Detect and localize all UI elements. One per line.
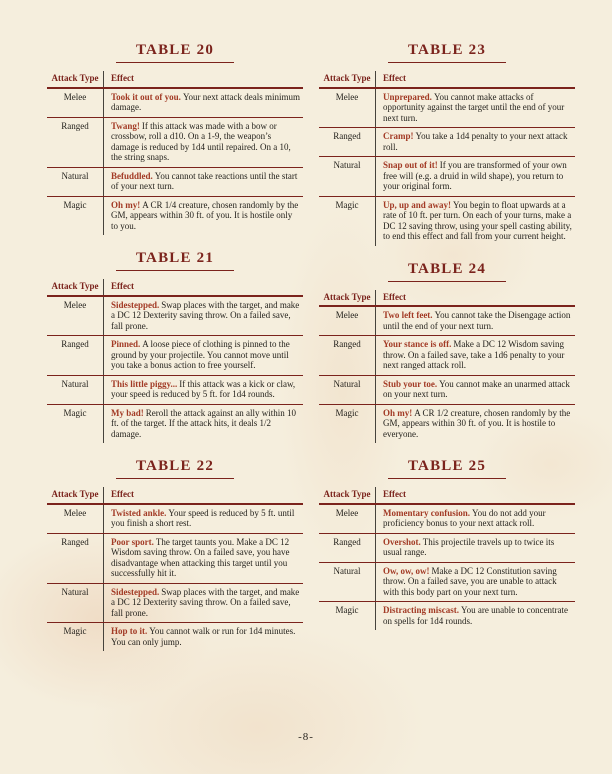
effect-text: Your next attack deals minimum damage.	[111, 91, 301, 112]
title-underline	[116, 478, 234, 479]
table-title: TABLE 23	[407, 42, 487, 58]
left-column	[47, 42, 303, 651]
effect-text: If this attack was a kick or claw, your speed is reduced by 5 ft. for 1d4 rounds.	[111, 378, 296, 399]
effect-text: The target taunts you. Make a DC 12 Wisdom saving throw. On a failed save, you have disadvantage when attacking this target until you successfully hit it.	[111, 536, 290, 578]
effect-cell	[375, 89, 575, 128]
title-underline	[388, 281, 506, 282]
effect-text: Make a DC 12 Wisdom saving throw. On a failed save, take a 1d6 penalty to your next ranged attack roll.	[383, 339, 565, 370]
table-22	[47, 458, 303, 651]
header-attack-type: Attack Type	[51, 489, 99, 499]
effect-text: You begin to float upwards at a rate of 10 ft. per turn. On each of your turns, make a DC 12 saving throw, using your spell casting ability, to end this effect and fall from your current height.	[383, 199, 572, 241]
effect-lead: Your stance is off.	[383, 339, 452, 349]
table-row	[319, 336, 575, 376]
table-row	[47, 89, 303, 118]
header-effect: Effect	[103, 487, 303, 503]
table-title: TABLE 24	[407, 260, 487, 277]
effect-lead: Pinned.	[111, 339, 141, 349]
effect-cell	[103, 584, 303, 623]
attack-type-cell: Magic	[335, 407, 359, 418]
effect-cell	[375, 336, 575, 375]
effect-lead: Poor sport.	[111, 536, 154, 547]
table-row	[47, 534, 303, 584]
table-title: TABLE 20	[135, 42, 215, 58]
table-row	[47, 118, 303, 168]
attack-type-cell: Magic	[335, 199, 359, 210]
effect-cell	[103, 623, 303, 651]
effect-cell	[103, 405, 303, 444]
table-row	[319, 197, 575, 246]
effect-lead: Took it out of you.	[111, 91, 181, 102]
table-row	[47, 505, 303, 534]
attack-type-cell: Ranged	[61, 339, 89, 349]
effect-lead: Sidestepped.	[111, 299, 160, 310]
table-row	[47, 297, 303, 337]
effect-text: A CR 1/4 creature, chosen randomly by the GM, appears within 30 ft. of you. It is hostile only to you.	[111, 199, 299, 231]
effect-cell	[375, 602, 575, 630]
table-row	[319, 157, 575, 197]
header-effect: Effect	[375, 290, 575, 306]
effect-cell	[103, 505, 303, 533]
effect-lead: Oh my!	[111, 199, 141, 210]
effect-text: Reroll the attack against an ally within 10 ft. of the target. If the attack hits, it deals 1/2 damage.	[111, 407, 296, 439]
header-attack-type: Attack Type	[51, 73, 99, 83]
title-underline	[116, 270, 234, 271]
table-row	[47, 197, 303, 236]
effect-cell	[375, 128, 575, 156]
effect-text: You cannot take reactions until the start of your next turn.	[111, 170, 298, 191]
header-effect: Effect	[375, 487, 575, 503]
effect-text: Swap places with the target, and make a DC 12 Dexterity saving throw. On a failed save, fall prone.	[111, 299, 300, 331]
effect-text: If you are transformed of your own free will (e.g. a druid in wild shape), you return to your original form.	[383, 160, 567, 191]
page-number: -8-	[298, 731, 314, 743]
effect-cell	[103, 168, 303, 196]
attack-type-cell: Ranged	[61, 536, 89, 547]
effect-text: Make a DC 12 Constitution saving throw. On a failed save, you are unable to attack with this body part on your next turn.	[383, 565, 557, 597]
effect-lead: This little piggy...	[111, 378, 178, 389]
table-header	[47, 279, 303, 297]
table-header	[47, 487, 303, 505]
attack-type-cell: Natural	[61, 586, 89, 597]
table-23	[319, 42, 575, 246]
attack-type-cell: Natural	[61, 170, 89, 181]
effect-lead: Hop to it.	[111, 626, 148, 636]
header-effect: Effect	[103, 71, 303, 87]
effect-lead: Stub your toe.	[383, 378, 438, 389]
effect-text: This projectile travels up to twice its usual range.	[383, 536, 555, 557]
attack-type-cell: Natural	[61, 378, 89, 389]
effect-lead: Twisted ankle.	[111, 507, 167, 518]
table-row	[319, 405, 575, 444]
effect-text: You cannot make an unarmed attack on your next turn.	[383, 378, 570, 399]
effect-cell	[375, 157, 575, 196]
table-row	[319, 505, 575, 534]
header-attack-type: Attack Type	[323, 291, 371, 302]
table-row	[47, 405, 303, 444]
table-row	[319, 128, 575, 157]
table-row	[47, 376, 303, 405]
table-row	[47, 623, 303, 651]
table-row	[319, 89, 575, 129]
header-effect: Effect	[103, 279, 303, 295]
effect-lead: Snap out of it!	[383, 160, 438, 170]
effect-lead: My bad!	[111, 407, 144, 418]
effect-lead: Ow, ow, ow!	[383, 565, 430, 576]
effect-text: You cannot make attacks of opportunity against the target until the end of your next turn.	[383, 91, 565, 123]
title-underline	[116, 62, 234, 63]
table-row	[319, 563, 575, 603]
effect-text: Your speed is reduced by 5 ft. until you finish a short rest.	[111, 507, 295, 528]
table-header	[319, 487, 575, 505]
table-21	[47, 250, 303, 443]
effect-text: You take a 1d4 penalty to your next attack roll.	[383, 131, 568, 152]
table-24	[319, 261, 575, 444]
table-20	[47, 42, 303, 235]
effect-cell	[375, 376, 575, 404]
table-title: TABLE 21	[135, 250, 215, 266]
attack-type-cell: Melee	[335, 91, 359, 102]
attack-type-cell: Magic	[63, 407, 87, 418]
right-column	[319, 42, 575, 630]
effect-cell	[103, 118, 303, 167]
effect-lead: Unprepared.	[383, 91, 432, 102]
table-25	[319, 458, 575, 630]
header-attack-type: Attack Type	[323, 489, 371, 499]
effect-text: You do not add your proficiency bonus to your next attack roll.	[383, 507, 546, 528]
attack-type-cell: Magic	[63, 626, 87, 636]
effect-cell	[103, 197, 303, 236]
table-row	[319, 602, 575, 630]
effect-text: You cannot take the Disengage action until the end of your next turn.	[383, 310, 571, 331]
effect-text: Swap places with the target, and make a DC 12 Dexterity saving throw. On a failed save, fall prone.	[111, 586, 300, 618]
effect-text: You cannot walk or run for 1d4 minutes. You can only jump.	[111, 626, 296, 647]
effect-cell	[375, 197, 575, 246]
attack-type-cell: Natural	[333, 565, 361, 576]
table-title: TABLE 22	[135, 458, 215, 474]
table-header	[47, 71, 303, 89]
header-effect: Effect	[375, 71, 575, 87]
table-title: TABLE 25	[407, 458, 487, 474]
effect-cell	[375, 534, 575, 562]
effect-lead: Up, up and away!	[383, 199, 452, 210]
attack-type-cell: Ranged	[333, 339, 361, 349]
attack-type-cell: Ranged	[333, 131, 361, 141]
table-row	[47, 336, 303, 376]
attack-type-cell: Melee	[335, 507, 359, 518]
table-row	[319, 534, 575, 563]
effect-lead: Befuddled.	[111, 170, 153, 181]
effect-cell	[103, 336, 303, 375]
table-row	[47, 168, 303, 197]
effect-lead: Sidestepped.	[111, 586, 160, 597]
attack-type-cell: Melee	[63, 299, 87, 310]
effect-lead: Two left feet.	[383, 310, 433, 320]
effect-cell	[375, 563, 575, 602]
table-row	[319, 376, 575, 405]
attack-type-cell: Ranged	[61, 120, 89, 131]
attack-type-cell: Ranged	[333, 536, 361, 547]
effect-text: If this attack was made with a bow or crossbow, roll a d10. On a 1-9, the weapon’s damage is reduced by 1d4 until repaired. On a 10, the string snaps.	[111, 120, 291, 162]
effect-lead: Twang!	[111, 120, 140, 131]
effect-lead: Overshot.	[383, 536, 421, 547]
title-underline	[388, 478, 506, 479]
effect-lead: Cramp!	[383, 131, 414, 141]
effect-cell	[103, 89, 303, 117]
table-header	[319, 71, 575, 89]
table-row	[319, 307, 575, 336]
effect-text: You are unable to concentrate on spells for 1d4 rounds.	[383, 605, 569, 626]
attack-type-cell: Natural	[333, 378, 361, 389]
attack-type-cell: Natural	[333, 160, 361, 170]
attack-type-cell: Melee	[335, 310, 359, 320]
attack-type-cell: Melee	[63, 91, 87, 102]
effect-lead: Distracting miscast.	[383, 605, 459, 615]
attack-type-cell: Melee	[63, 507, 87, 518]
header-attack-type: Attack Type	[51, 281, 99, 291]
attack-type-cell: Magic	[63, 199, 87, 210]
effect-text: A CR 1/2 creature, chosen randomly by the GM, appears within 30 ft. of you. It is hostile to everyone.	[383, 407, 571, 439]
table-header	[319, 290, 575, 308]
effect-cell	[375, 307, 575, 335]
effect-cell	[103, 297, 303, 336]
table-row	[47, 584, 303, 624]
effect-text: A loose piece of clothing is pinned to the ground by your projectile. You cannot move until you take a bonus action to free yourself.	[111, 339, 290, 370]
effect-lead: Momentary confusion.	[383, 507, 470, 518]
attack-type-cell: Magic	[335, 605, 359, 615]
effect-cell	[375, 505, 575, 533]
header-attack-type: Attack Type	[323, 73, 371, 83]
title-underline	[388, 62, 506, 63]
effect-cell	[375, 405, 575, 444]
effect-cell	[103, 376, 303, 404]
effect-lead: Oh my!	[383, 407, 413, 418]
effect-cell	[103, 534, 303, 583]
